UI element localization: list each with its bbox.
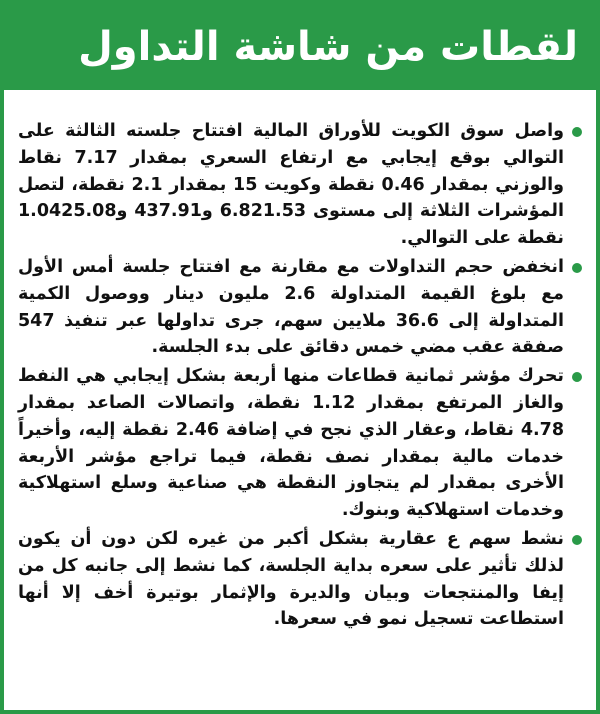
list-item-text: نشط سهم ع عقارية بشكل أكبر من غيره لكن دون أن يكون لذلك تأثير على سعره بداية الجلسة، كما نشط إلى جانبه كل من إيفا والمنتجعات وبيان والديرة والإثمار بوتيرة أخف إلا أنها استطاعت تسجيل نمو في سعرها. bbox=[18, 528, 564, 630]
bullet-icon bbox=[572, 372, 582, 382]
bullet-list bbox=[18, 118, 582, 633]
list-item bbox=[18, 526, 582, 633]
bullet-icon bbox=[572, 127, 582, 137]
bullet-icon bbox=[572, 535, 582, 545]
bullet-icon bbox=[572, 263, 582, 273]
card-title: لقطات من شاشة التداول bbox=[78, 24, 578, 70]
card-body bbox=[4, 90, 596, 710]
header-bar bbox=[4, 4, 596, 90]
list-item bbox=[18, 254, 582, 361]
list-item-text: تحرك مؤشر ثمانية قطاعات منها أربعة بشكل إيجابي هي النفط والغاز المرتفع بمقدار 1.12 نقطة، واتصالات الصاعد بمقدار 4.78 نقاط، وعقار الذي نجح في إضافة 2.46 نقطة إليه، وأخيراً خدمات مالية بمقدار نصف نقطة، فيما تراجع مؤشر الأربعة الأخرى بمقدار لم يتجاوز النقطة هي صناعية وسلع استهلاكية وخدمات استهلاكية وبنوك. bbox=[18, 366, 564, 521]
list-item-text: واصل سوق الكويت للأوراق المالية افتتاح جلسته الثالثة على التوالي بوقع إيجابي مع ارتفاع السعري بمقدار 7.17 نقاط والوزني بمقدار 0.46 نقطة وكويت 15 بمقدار 2.1 نقطة، لتصل المؤشرات الثلاثة إلى مستوى 6.821.53 و437.91 و1.0425.08 نقطة على التوالي. bbox=[18, 121, 564, 249]
list-item bbox=[18, 118, 582, 252]
list-item bbox=[18, 363, 582, 524]
list-item-text: انخفض حجم التداولات مع مقارنة مع افتتاح جلسة أمس الأول مع بلوغ القيمة المتداولة 2.6 مليون دينار ووصول الكمية المتداولة إلى 36.6 ملايين سهم، جرى تداولها عبر تنفيذ 547 صفقة عقب مضي خمس دقائق على بدء الجلسة. bbox=[18, 256, 564, 358]
